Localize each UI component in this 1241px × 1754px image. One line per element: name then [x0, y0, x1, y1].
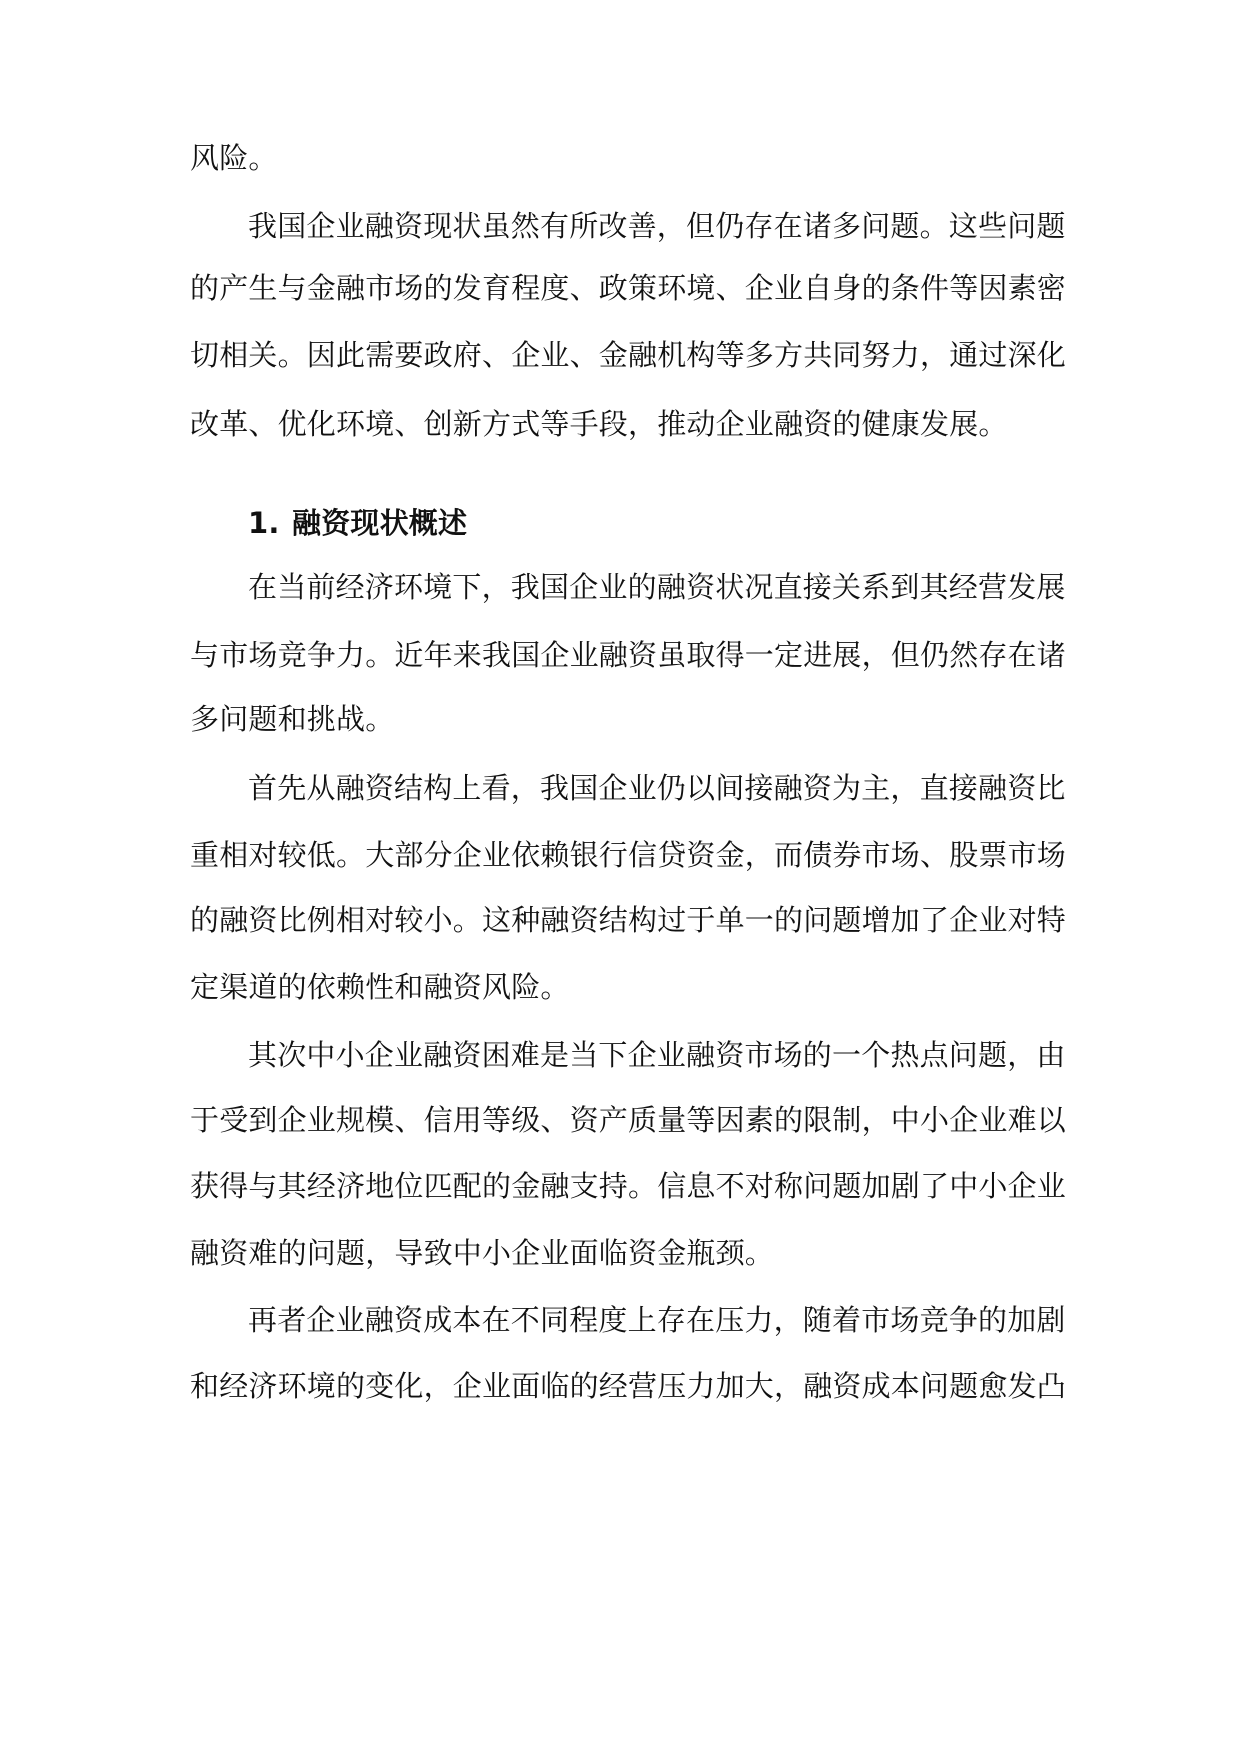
text-line: 融资难的问题，导致中小企业面临资金瓶颈。 [190, 1236, 775, 1270]
text-line: 的产生与金融市场的发育程度、政策环境、企业自身的条件等因素密 [190, 271, 1067, 305]
text-line: 切相关。因此需要政府、企业、金融机构等多方共同努力，通过深化 [190, 338, 1067, 372]
text-line: 重相对较低。大部分企业依赖银行信贷资金，而债券市场、股票市场 [190, 838, 1067, 872]
paragraph-first-line: 我国企业融资现状虽然有所改善，但仍存在诸多问题。这些问题 [248, 209, 1066, 243]
text-line: 定渠道的依赖性和融资风险。 [190, 970, 570, 1004]
text-line: 多问题和挑战。 [190, 702, 395, 736]
text-line: 的融资比例相对较小。这种融资结构过于单一的问题增加了企业对特 [190, 903, 1067, 937]
text-line: 和经济环境的变化，企业面临的经营压力加大，融资成本问题愈发凸 [190, 1369, 1067, 1403]
paragraph-first-line: 再者企业融资成本在不同程度上存在压力，随着市场竞争的加剧 [248, 1303, 1066, 1337]
section-heading-title: 融资现状概述 [292, 506, 468, 540]
text-line: 获得与其经济地位匹配的金融支持。信息不对称问题加剧了中小企业 [190, 1169, 1067, 1203]
paragraph-first-line: 首先从融资结构上看，我国企业仍以间接融资为主，直接融资比 [248, 771, 1066, 805]
paragraph-first-line: 其次中小企业融资困难是当下企业融资市场的一个热点问题，由 [248, 1038, 1066, 1072]
section-heading-number: 1. [248, 506, 280, 540]
text-line: 于受到企业规模、信用等级、资产质量等因素的限制，中小企业难以 [190, 1103, 1067, 1137]
section-heading [248, 503, 1050, 543]
paragraph-first-line: 在当前经济环境下，我国企业的融资状况直接关系到其经营发展 [248, 570, 1066, 604]
text-line: 风险。 [190, 141, 278, 175]
text-line: 改革、优化环境、创新方式等手段，推动企业融资的健康发展。 [190, 407, 1008, 441]
text-line: 与市场竞争力。近年来我国企业融资虽取得一定进展，但仍然存在诸 [190, 638, 1067, 672]
